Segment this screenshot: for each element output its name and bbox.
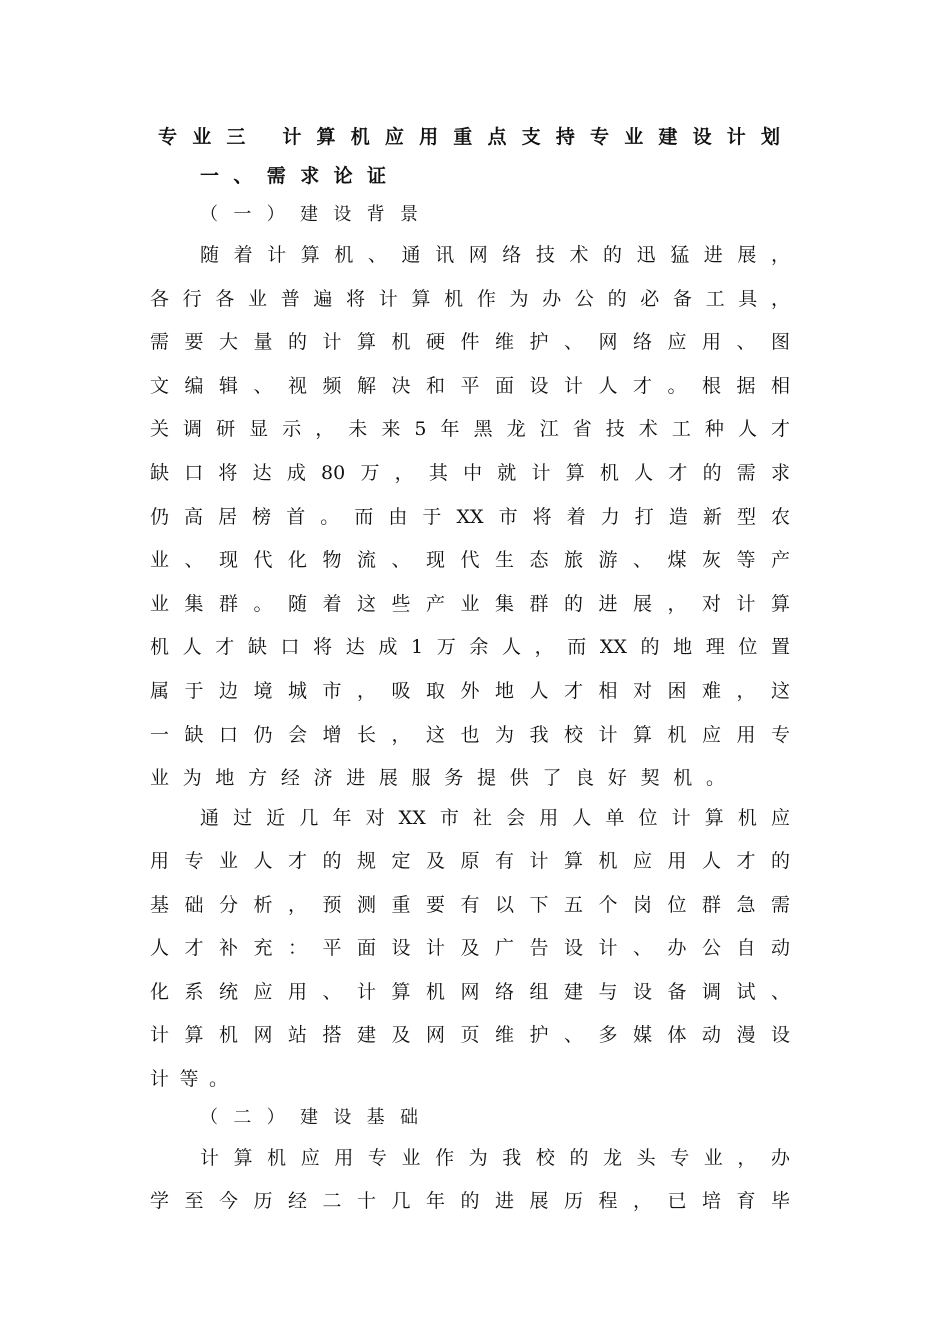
paragraph-line: 人才补充：平面设计及广告设计、办公自动 <box>150 937 790 959</box>
paragraph-line: 业、现代化物流、现代生态旅游、煤灰等产 <box>150 549 790 571</box>
paragraph-line: 用专业人才的规定及原有计算机应用人才的 <box>150 850 790 872</box>
paragraph-line: 计等。 <box>150 1068 228 1090</box>
subsection-heading-foundation: （二）建设基础 <box>200 1107 418 1128</box>
paragraph-line: 随着计算机、通讯网络技术的迅猛进展， <box>200 244 790 266</box>
document-title: 专业三 计算机应用重点支持专业建设计划 <box>158 126 780 148</box>
paragraph-line: 通过近几年对XX市社会用人单位计算机应 <box>200 807 790 829</box>
paragraph-line: 仍高居榜首。而由于XX市将着力打造新型农 <box>150 506 790 528</box>
paragraph-line: 缺口将达成80万，其中就计算机人才的需求 <box>150 462 790 484</box>
section-heading: 一、需求论证 <box>200 165 386 187</box>
paragraph-line: 基础分析，预测重要有以下五个岗位群急需 <box>150 894 790 916</box>
paragraph-line: 计算机网站搭建及网页维护、多媒体动漫设 <box>150 1024 790 1046</box>
paragraph-line: 一缺口仍会增长，这也为我校计算机应用专 <box>150 724 790 746</box>
paragraph-line: 计算机应用专业作为我校的龙头专业，办 <box>200 1147 790 1169</box>
paragraph-line: 属于边境城市，吸取外地人才相对困难，这 <box>150 680 790 702</box>
paragraph-line: 关调研显示，未来5年黑龙江省技术工种人才 <box>150 418 790 440</box>
paragraph-line: 文编辑、视频解决和平面设计人才。根据相 <box>150 375 790 397</box>
paragraph-line: 化系统应用、计算机网络组建与设备调试、 <box>150 981 790 1003</box>
paragraph-line: 各行各业普遍将计算机作为办公的必备工具， <box>150 288 790 310</box>
paragraph-line: 业集群。随着这些产业集群的进展，对计算 <box>150 593 790 615</box>
paragraph-line: 需要大量的计算机硬件维护、网络应用、图 <box>150 331 790 353</box>
subsection-heading-background: （一）建设背景 <box>200 204 418 225</box>
paragraph-line: 机人才缺口将达成1万余人，而XX的地理位置 <box>150 636 790 658</box>
paragraph-line: 业为地方经济进展服务提供了良好契机。 <box>150 767 725 789</box>
paragraph-line: 学至今历经二十几年的进展历程，已培育毕 <box>150 1190 790 1212</box>
